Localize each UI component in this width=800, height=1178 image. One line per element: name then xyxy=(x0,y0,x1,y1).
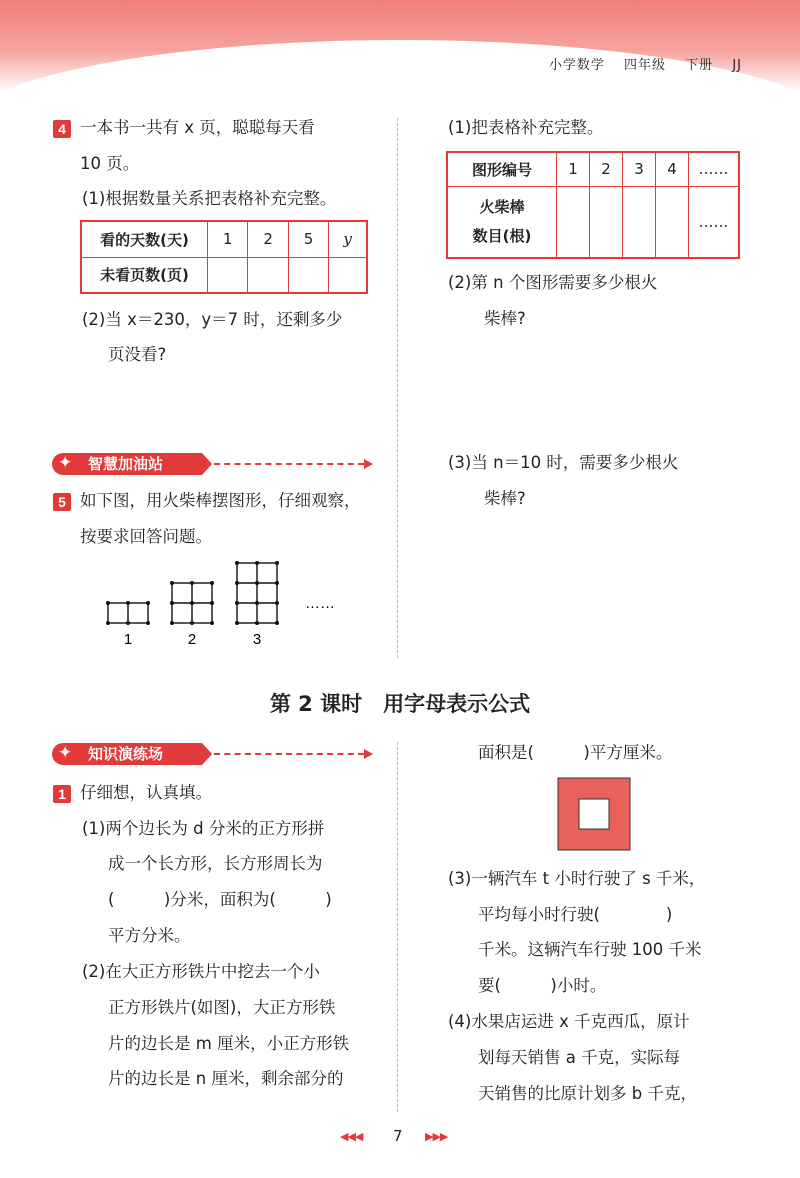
banner-2-dash-line xyxy=(214,753,364,755)
q4-answer-cell[interactable] xyxy=(208,257,248,293)
star-icon: ✦ xyxy=(58,453,73,473)
q1-intro: 仔细想，认真填。 xyxy=(80,783,212,802)
q5-table-ellipsis: …… xyxy=(689,186,740,258)
q1-p4-line2: 划每天销售 a 千克，实际每 xyxy=(478,1048,681,1067)
q5-answer-cell[interactable] xyxy=(623,186,656,258)
q4-table-row2-label: 未看页数(页) xyxy=(81,257,208,293)
q4-line2: 10 页。 xyxy=(80,154,140,173)
figure-label: 3 xyxy=(252,631,262,648)
q4-answer-cell[interactable] xyxy=(288,257,328,293)
q5-number: 5 xyxy=(53,493,71,511)
banner-1-arrow-tip xyxy=(364,459,373,469)
q5-answer-cell[interactable] xyxy=(557,186,590,258)
q1-p3-line3: 千米。这辆汽车行驶 100 千米 xyxy=(478,940,702,959)
q5-table-cell: 4 xyxy=(656,152,689,186)
q1-p2-line4: 片的边长是 n 厘米，剩余部分的 xyxy=(108,1069,344,1088)
q5-line2: 按要求回答问题。 xyxy=(80,527,212,546)
q4-table-cell: y xyxy=(329,221,367,257)
q1-p3-line2: 平均每小时行驶( ) xyxy=(478,905,673,924)
q5-table-row2-label-b: 数目(根) xyxy=(472,226,532,245)
star-icon: ✦ xyxy=(58,743,73,763)
footer-left-arrows: ◀◀◀ xyxy=(340,1130,363,1143)
q4-part1: (1)根据数量关系把表格补充完整。 xyxy=(82,189,337,208)
q1-p1-line1: (1)两个边长为 d 分米的正方形拼 xyxy=(82,819,325,838)
q4-part2-line1: (2)当 x＝230，y＝7 时，还剩多少 xyxy=(82,310,343,329)
q5-table-row2-label xyxy=(447,186,557,258)
matchstick-figures xyxy=(100,560,360,652)
q1-p3-line4: 要( )小时。 xyxy=(478,976,607,995)
q5-table-cell: 2 xyxy=(590,152,623,186)
figure-label: 1 xyxy=(123,631,133,648)
q4-table-cell: 1 xyxy=(208,221,248,257)
q5-part3-line1: (3)当 n＝10 时，需要多少根火 xyxy=(448,453,679,472)
q5-table-cell: 1 xyxy=(557,152,590,186)
page-number: 7 xyxy=(393,1127,403,1145)
header-grade: 四年级 xyxy=(624,58,667,73)
lesson-title: 第 2 课时 用字母表示公式 xyxy=(269,692,531,716)
q5-part3-line2: 柴棒? xyxy=(484,489,526,508)
section-banner-1-label: 智慧加油站 xyxy=(52,453,202,475)
q5-answer-cell[interactable] xyxy=(656,186,689,258)
q5-part2-line2: 柴棒? xyxy=(484,309,526,328)
section-banner-1 xyxy=(52,453,202,475)
q5-badge xyxy=(53,492,71,511)
q1-p2-line5: 面积是( )平方厘米。 xyxy=(478,743,673,762)
banner-1-arrow-head xyxy=(202,453,212,475)
q1-p2-line3: 片的边长是 m 厘米，小正方形铁 xyxy=(108,1034,350,1053)
q5-table-ellipsis: …… xyxy=(689,152,740,186)
figure-label: 2 xyxy=(187,631,197,648)
banner-2-arrow-head xyxy=(202,743,212,765)
q4-number: 4 xyxy=(53,120,71,138)
q1-p3-line1: (3)一辆汽车 t 小时行驶了 s 千米， xyxy=(448,869,706,888)
q4-table-cell: 2 xyxy=(248,221,288,257)
header-info xyxy=(535,54,742,73)
small-square-hole xyxy=(579,799,609,829)
q5-table-row1-label: 图形编号 xyxy=(447,152,557,186)
header-subject: 小学数学 xyxy=(548,58,605,73)
q4-answer-cell[interactable] xyxy=(329,257,367,293)
column-divider-bottom xyxy=(397,742,398,1112)
column-divider-top xyxy=(397,118,398,658)
header-edition: JJ xyxy=(732,58,742,73)
q1-p2-line2: 正方形铁片(如图)，大正方形铁 xyxy=(108,998,336,1017)
q5-part2-line1: (2)第 n 个图形需要多少根火 xyxy=(448,273,658,292)
q1-p2-line1: (2)在大正方形铁片中挖去一个小 xyxy=(82,962,320,981)
q5-line1: 如下图，用火柴棒摆图形，仔细观察， xyxy=(80,491,361,510)
q4-badge xyxy=(53,119,71,138)
section-banner-2-label: 知识演练场 xyxy=(52,743,202,765)
square-with-hole-figure xyxy=(557,777,631,851)
figure-ellipsis: …… xyxy=(305,595,335,612)
q4-part2-line2: 页没看? xyxy=(108,345,167,364)
q1-p1-line4: 平方分米。 xyxy=(108,926,191,945)
banner-2-arrow-tip xyxy=(364,749,373,759)
q5-table-row2-label-a: 火柴棒 xyxy=(479,198,525,217)
section-banner-2 xyxy=(52,743,202,765)
footer-right-arrows: ▶▶▶ xyxy=(425,1130,448,1143)
q4-table-row1-label: 看的天数(天) xyxy=(81,221,208,257)
q1-p1-line2: 成一个长方形，长方形周长为 xyxy=(108,854,323,873)
header-volume: 下册 xyxy=(685,58,714,73)
q4-table-cell: 5 xyxy=(288,221,328,257)
q5-part1: (1)把表格补充完整。 xyxy=(448,118,604,137)
q1-badge xyxy=(53,784,71,803)
q1-number: 1 xyxy=(53,785,71,803)
q5-answer-cell[interactable] xyxy=(590,186,623,258)
q4-answer-cell[interactable] xyxy=(248,257,288,293)
q1-p4-line3: 天销售的比原计划多 b 千克， xyxy=(478,1084,697,1103)
banner-1-dash-line xyxy=(214,463,364,465)
q5-table xyxy=(446,151,740,259)
q1-p4-line1: (4)水果店运进 x 千克西瓜，原计 xyxy=(448,1012,690,1031)
q1-p1-line3: ( )分米，面积为( ) xyxy=(108,890,332,909)
q4-table xyxy=(80,220,368,294)
q4-line1: 一本书一共有 x 页，聪聪每天看 xyxy=(80,118,315,137)
q5-table-cell: 3 xyxy=(623,152,656,186)
